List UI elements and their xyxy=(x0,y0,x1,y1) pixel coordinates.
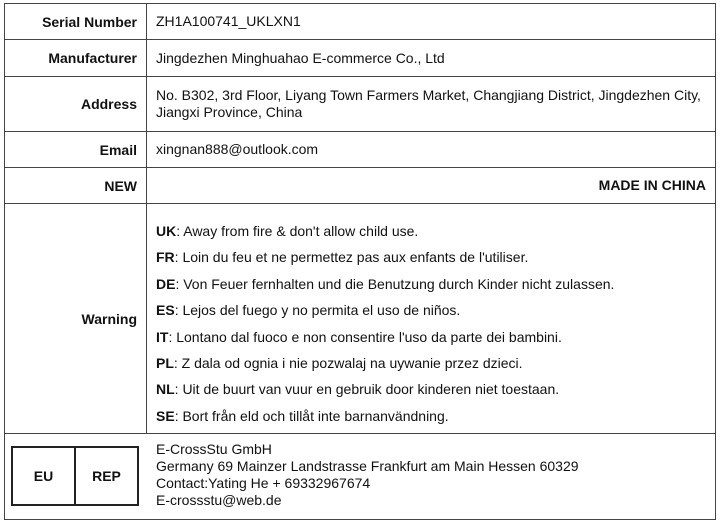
warning-item-uk xyxy=(156,223,715,249)
email-value: xingnan888@outlook.com xyxy=(156,141,319,157)
warning-text: : Bort från eld och tillåt inte barnanvändning. xyxy=(174,407,449,424)
eu-rep-contact: Contact:Yating He + 69332967674 xyxy=(156,475,371,491)
warning-code: IT xyxy=(156,328,169,345)
condition-label: NEW xyxy=(5,168,147,203)
address-row xyxy=(5,77,715,132)
email-label: Email xyxy=(5,132,147,167)
warning-row xyxy=(5,204,715,434)
eu-rep-address: Germany 69 Mainzer Landstrasse Frankfurt am Main Hessen 60329 xyxy=(156,458,579,474)
eu-rep-email: E-crossstu@web.de xyxy=(156,492,282,508)
warning-text: : Away from fire & don't allow child use. xyxy=(176,223,419,239)
warning-text: : Z dala od ognia i nie pozwalaj na uywanie przez dzieci. xyxy=(173,354,523,371)
origin-value: MADE IN CHINA xyxy=(598,177,706,193)
manufacturer-row xyxy=(5,40,715,77)
warning-label: Warning xyxy=(5,204,147,433)
warning-item-se xyxy=(156,408,715,434)
warning-code: DE xyxy=(156,275,176,292)
address-value: No. B302, 3rd Floor, Liyang Town Farmers Market, Changjiang District, Jingdezhen City, Jiangxi Province, China xyxy=(156,87,701,120)
address-label: Address xyxy=(5,77,147,131)
warning-code: UK xyxy=(156,223,177,239)
email-row xyxy=(5,132,715,168)
serial-number-label: Serial Number xyxy=(5,4,147,39)
eu-rep-details xyxy=(156,441,579,509)
serial-number-value: ZH1A100741_UKLXN1 xyxy=(156,13,301,29)
warning-text: : Uit de buurt van vuur en gebruik door kinderen niet toestaan. xyxy=(174,381,560,398)
manufacturer-value: Jingdezhen Minghuahao E-commerce Co., Ltd xyxy=(156,49,445,66)
rep-badge-cell: REP xyxy=(74,448,137,504)
warning-item-de xyxy=(156,276,715,302)
warning-code: ES xyxy=(156,302,175,319)
warning-code: SE xyxy=(156,407,175,424)
eu-rep-badge xyxy=(11,446,139,506)
eu-rep-company: E-CrossStu GmbH xyxy=(156,441,272,457)
warning-code: PL xyxy=(156,354,174,371)
warning-text: : Von Feuer fernhalten und die Benutzung durch Kinder nicht zulassen. xyxy=(175,275,615,292)
warning-item-nl xyxy=(156,381,715,407)
warning-list xyxy=(147,204,715,433)
eu-badge-cell: EU xyxy=(33,468,54,484)
serial-number-row xyxy=(5,4,715,40)
product-label-table xyxy=(4,3,716,520)
warning-item-pl xyxy=(156,355,715,381)
warning-item-es xyxy=(156,302,715,328)
warning-text: : Loin du feu et ne permettez pas aux enfants de l'utiliser. xyxy=(174,249,529,266)
condition-origin-row xyxy=(5,168,715,204)
warning-code: FR xyxy=(156,249,175,266)
warning-code: NL xyxy=(156,381,175,398)
eu-rep-row xyxy=(5,434,715,519)
manufacturer-label: Manufacturer xyxy=(5,40,147,76)
warning-text: : Lejos del fuego y no permita el uso de niños. xyxy=(174,302,461,319)
warning-text: : Lontano dal fuoco e non consentire l'uso da parte dei bambini. xyxy=(168,328,562,345)
warning-item-it xyxy=(156,329,715,355)
warning-item-fr xyxy=(156,249,715,275)
